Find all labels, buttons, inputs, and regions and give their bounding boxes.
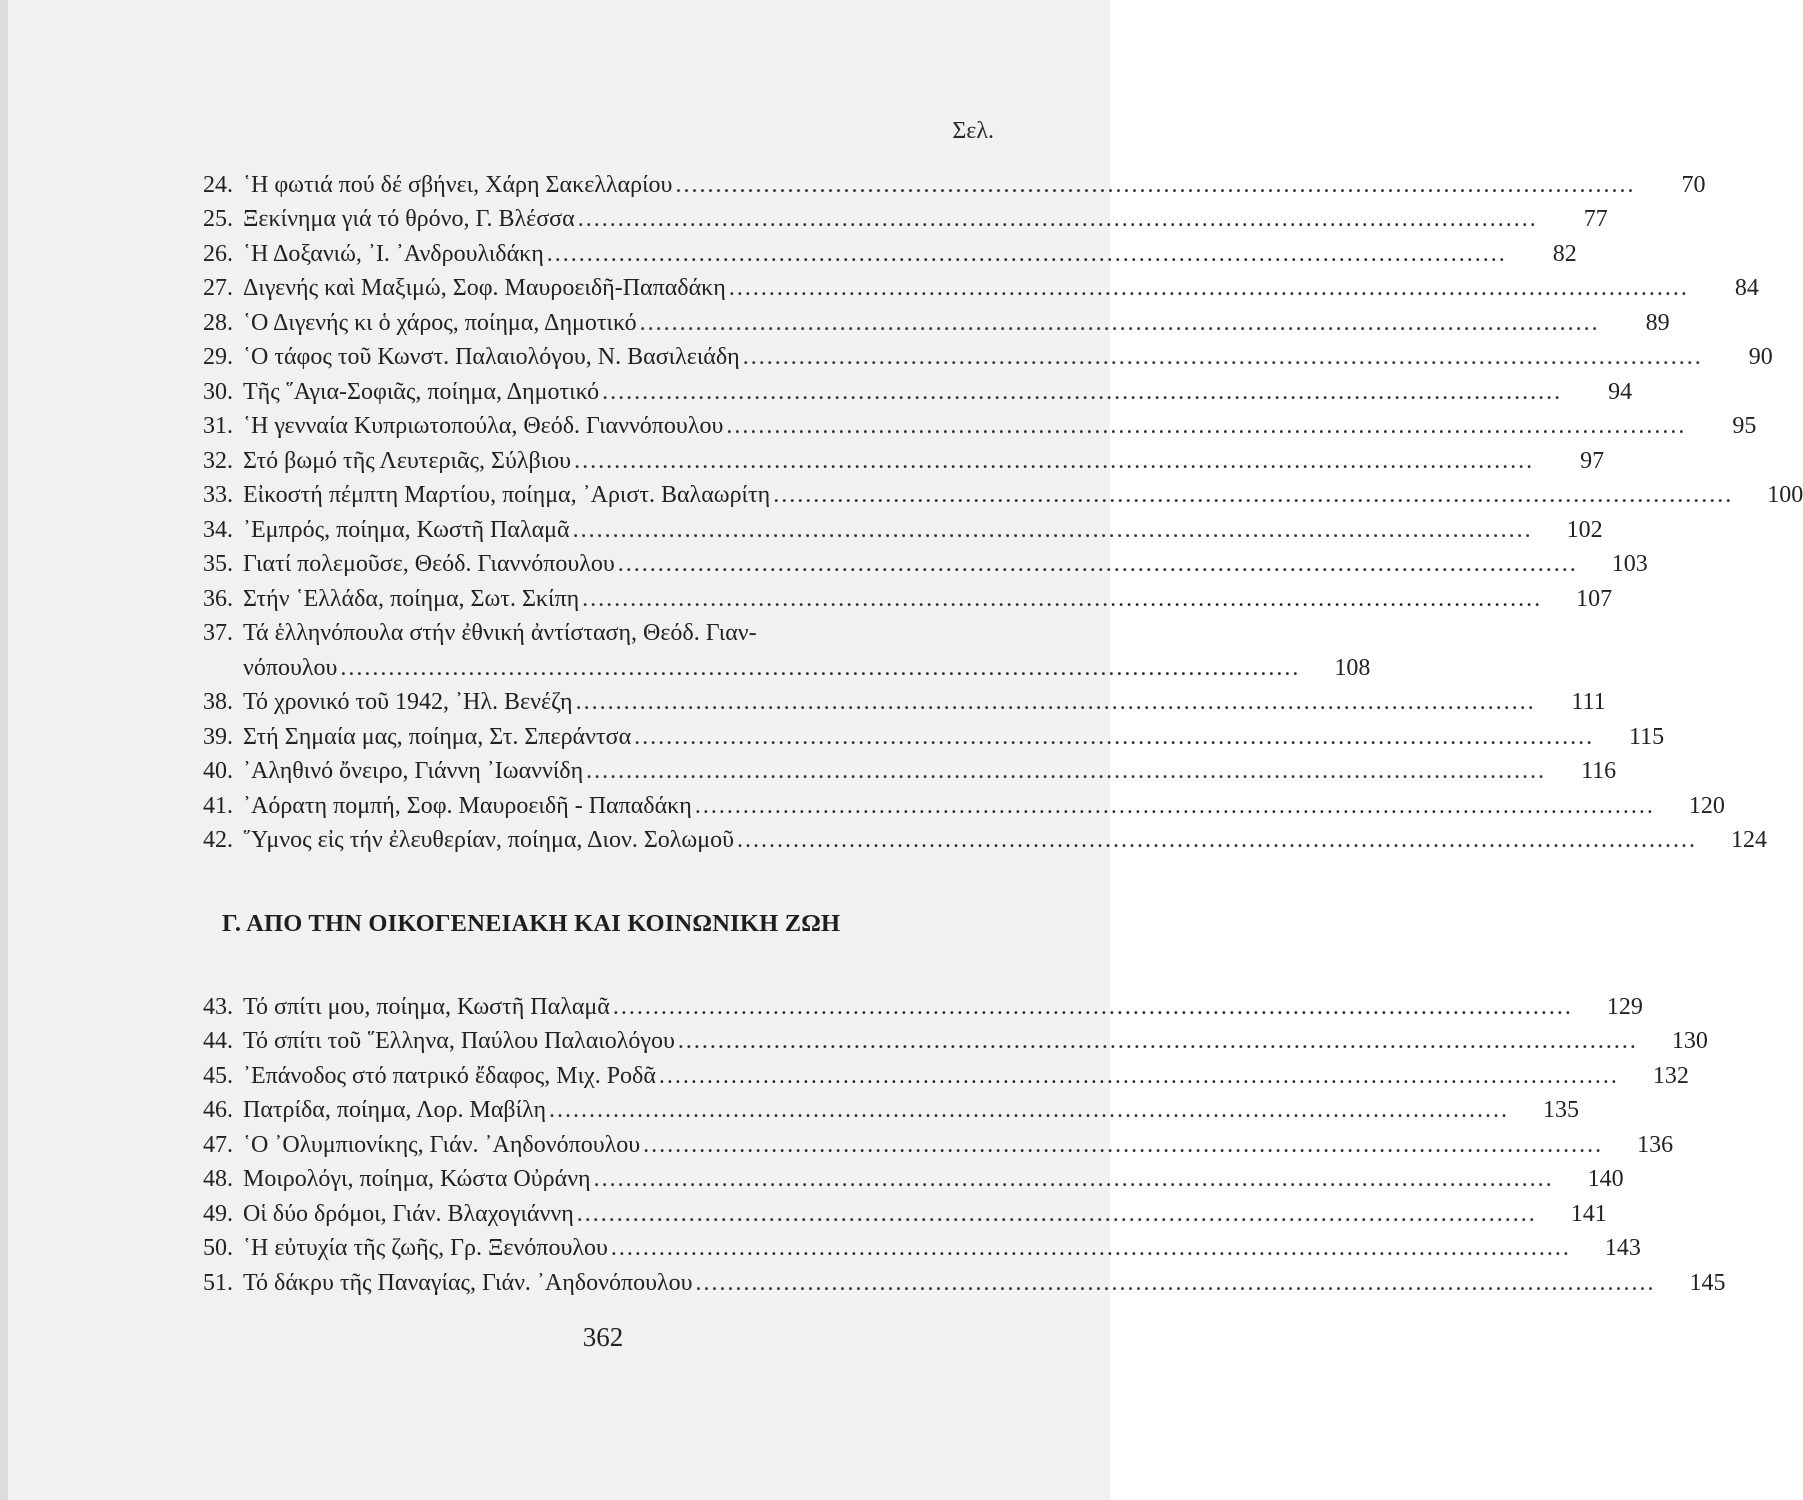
toc-entry <box>203 749 1617 784</box>
toc-entry-text-wrap <box>243 656 1310 680</box>
toc-leader-dots: ........................................................................................................................ <box>576 1200 1537 1227</box>
page-edge-shadow <box>0 0 8 1500</box>
toc-leader-dots: ........................................................................................................................ <box>574 447 1535 474</box>
toc-entry <box>203 507 1603 543</box>
toc-entry-page: 143 <box>1604 1235 1641 1261</box>
toc-entry-page: 82 <box>1552 240 1577 267</box>
toc-entry-title: Γιατί πολεμοῦσε, Θεόδ. Γιαννόπουλου <box>243 551 615 577</box>
toc-entry-page: 100 <box>1767 482 1803 508</box>
toc-entry-number: 49. <box>203 1200 233 1227</box>
toc-entry-number: 38. <box>203 689 233 715</box>
toc-leader-dots: ........................................................................................................................ <box>677 1028 1638 1054</box>
toc-list-second <box>203 984 1726 1296</box>
toc-leader-dots: ........................................................................................................................ <box>643 1131 1604 1158</box>
toc-entry-title: Στήν ῾Ελλάδα, ποίημα, Σωτ. Σκίπη <box>243 585 580 612</box>
toc-entry-page: 136 <box>1637 1131 1674 1158</box>
toc-entry-text-wrap <box>243 1133 1613 1157</box>
toc-leader-dots: ........................................................................................................................ <box>593 1166 1554 1192</box>
toc-entry-title: Στό βωμό τῆς Λευτεριᾶς, Σύλβιου <box>243 447 572 474</box>
toc-entry-page: 102 <box>1566 516 1603 543</box>
toc-leader-dots: ........................................................................................................................ <box>602 378 1563 405</box>
toc-entry-title: ῾Ο ᾿Ολυμπιονίκης, Γιάν. ᾿Αηδονόπουλου <box>243 1131 641 1158</box>
toc-entry-number: 32. <box>203 447 233 474</box>
toc-entry-text-wrap <box>243 1029 1648 1053</box>
toc-entry-page: 120 <box>1688 792 1725 819</box>
toc-entry-text-wrap <box>243 449 1544 473</box>
toc-leader-dots: ........................................................................................................................ <box>549 1097 1510 1123</box>
toc-entry <box>203 1226 1641 1261</box>
toc-entry-title: νόπουλου <box>243 654 338 681</box>
toc-entry-page: 107 <box>1576 585 1613 612</box>
toc-entry-page: 94 <box>1608 378 1633 405</box>
toc-leader-dots: ........................................................................................................................ <box>658 1062 1619 1089</box>
toc-leader-dots: ........................................................................................................................ <box>610 1235 1571 1261</box>
toc-entry-text-wrap <box>243 1167 1564 1191</box>
toc-entry-title: ῾Ο Διγενής κι ὁ χάρος, ποίημα, Δημοτικό <box>243 309 637 336</box>
toc-entry-page: 95 <box>1732 413 1757 439</box>
toc-entry <box>203 1053 1689 1089</box>
toc-entry-title: Εἰκοστή πέμπτη Μαρτίου, ποίημα, ᾿Αριστ. Βαλαωρίτη <box>243 482 771 508</box>
toc-entry <box>203 714 1665 750</box>
toc-entry-text-wrap <box>243 207 1548 231</box>
toc-entry-title: Τό σπίτι μου, ποίημα, Κωστῆ Παλαμᾶ <box>243 993 610 1020</box>
toc-entry-page: 108 <box>1334 654 1371 681</box>
toc-entry-text-wrap <box>243 276 1699 300</box>
toc-entry-number: 39. <box>203 723 233 750</box>
toc-entry-title: ῞Υμνος εἰς τήν ἐλευθερίαν, ποίημα, Διον. Σολωμοῦ <box>243 827 734 853</box>
toc-entry-title: Τά ἑλληνόπουλα στήν ἐθνική ἀντίσταση, Θεόδ. Γιαν- <box>243 620 757 646</box>
toc-entry <box>203 231 1577 267</box>
toc-entry-page: 132 <box>1652 1062 1689 1089</box>
toc-entry-title: Τό δάκρυ τῆς Παναγίας, Γιάν. ᾿Αηδονόπουλου <box>243 1269 693 1296</box>
toc-entry-number: 26. <box>203 240 233 267</box>
toc-entry-number: 41. <box>203 792 233 819</box>
toc-leader-dots: ........................................................................................................................ <box>634 723 1595 750</box>
toc-entry-page: 116 <box>1581 758 1617 784</box>
toc-leader-dots: ........................................................................................................................ <box>572 516 1533 543</box>
toc-leader-dots: ........................................................................................................................ <box>742 344 1703 370</box>
toc-entry <box>203 162 1706 198</box>
toc-entry-title: Τό σπίτι τοῦ ῞Ελληνα, Παύλου Παλαιολόγου <box>243 1028 675 1054</box>
toc-entry-page: 70 <box>1681 171 1706 198</box>
toc-leader-dots: ........................................................................................................................ <box>694 792 1655 819</box>
toc-entry-text-wrap <box>243 1236 1581 1260</box>
toc-entry-title: Μοιρολόγι, ποίημα, Κώστα Οὐράνη <box>243 1166 591 1192</box>
toc-entry-page: 135 <box>1543 1097 1580 1123</box>
toc-entry <box>203 1019 1708 1054</box>
toc-entry-page: 97 <box>1580 447 1605 474</box>
toc-entry-title: Οἱ δύο δρόμοι, Γιάν. Βλαχογιάννη <box>243 1200 574 1227</box>
toc-entry-text-wrap <box>243 587 1552 611</box>
toc-entry-text-wrap <box>243 1202 1547 1226</box>
toc-entry <box>203 1260 1726 1296</box>
toc-leader-dots: ........................................................................................................................ <box>617 551 1578 577</box>
toc-entry-title: ῾Η γενναία Κυπριωτοπούλα, Θεόδ. Γιαννόπουλου <box>243 413 724 439</box>
toc-entry-number: 51. <box>203 1269 233 1296</box>
toc-entry <box>203 984 1643 1020</box>
toc-entry-text-wrap <box>243 995 1583 1019</box>
toc-entry <box>203 645 1371 681</box>
section-heading: Γ. ΑΠΟ ΤΗΝ ΟΙΚΟΓΕΝΕΙΑΚΗ ΚΑΙ ΚΟΙΝΩΝΙΚΗ ΖΩΗ <box>222 910 841 937</box>
toc-entry-title: ῾Η φωτιά πού δέ σβήνει, Χάρη Σακελλαρίου <box>243 171 673 198</box>
page-column-header: Σελ. <box>952 118 994 144</box>
toc-entry-title: Τό χρονικό τοῦ 1942, ᾿Ηλ. Βενέζη <box>243 689 573 715</box>
toc-entry-text-wrap <box>243 1064 1629 1088</box>
toc-entry-number: 42. <box>203 827 233 853</box>
toc-entry-number: 45. <box>203 1062 233 1089</box>
toc-entry <box>203 1088 1580 1123</box>
toc-entry-number: 37. <box>203 620 233 646</box>
toc-entry-page: 130 <box>1671 1028 1708 1054</box>
toc-entry-title: Πατρίδα, ποίημα, Λορ. Μαβίλη <box>243 1097 547 1123</box>
toc-entry-text-wrap <box>243 794 1665 818</box>
toc-entry-page: 84 <box>1734 275 1759 301</box>
toc-entry-number: 29. <box>203 344 233 370</box>
toc-entry-number: 31. <box>203 413 233 439</box>
toc-leader-dots: ........................................................................................................................ <box>728 275 1689 301</box>
toc-entry-number: 36. <box>203 585 233 612</box>
toc-entry <box>203 1191 1607 1227</box>
toc-entry-page: 145 <box>1689 1269 1726 1296</box>
toc-entry-number: 43. <box>203 993 233 1020</box>
toc-entry-text-wrap <box>243 173 1645 197</box>
toc-leader-dots: ........................................................................................................................ <box>675 171 1636 198</box>
toc-leader-dots: ........................................................................................................................ <box>577 206 1538 232</box>
toc-entry-text-wrap <box>243 690 1546 714</box>
toc-entry-text-wrap <box>243 552 1588 576</box>
toc-entry-number: 50. <box>203 1235 233 1261</box>
toc-entry-text-wrap <box>243 311 1610 335</box>
toc-entry-number: 44. <box>203 1028 233 1054</box>
toc-leader-dots: ........................................................................................................................ <box>726 413 1687 439</box>
toc-entry-number: 24. <box>203 171 233 198</box>
toc-entry-text-wrap <box>243 414 1696 438</box>
toc-entry-page: 89 <box>1645 309 1670 336</box>
toc-entry-page: 111 <box>1571 689 1606 715</box>
toc-entry-text-wrap <box>243 725 1604 749</box>
toc-leader-dots: ........................................................................................................................ <box>575 689 1536 715</box>
toc-entry-number: 34. <box>203 516 233 543</box>
toc-entry-title: Διγενής καὶ Μαξιμώ, Σοφ. Μαυροειδῆ-Παπαδάκη <box>243 275 726 301</box>
toc-leader-dots: ........................................................................................................................ <box>586 758 1547 784</box>
toc-leader-dots: ........................................................................................................................ <box>546 240 1507 267</box>
toc-entry <box>203 1122 1674 1158</box>
toc-entry <box>203 818 1767 853</box>
toc-entry-title: ῾Η Δοξανιώ, ᾿Ι. ᾿Ανδρουλιδάκη <box>243 240 544 267</box>
toc-entry-text-wrap <box>243 759 1556 783</box>
toc-entry-title: ᾿Αληθινό ὄνειρο, Γιάννη ᾿Ιωαννίδη <box>243 758 584 784</box>
toc-entry-title: ᾿Εμπρός, ποίημα, Κωστῆ Παλαμᾶ <box>243 516 570 543</box>
toc-entry-text-wrap <box>243 242 1517 266</box>
toc-entry <box>203 369 1633 405</box>
toc-entry-title: ᾿Αόρατη πομπή, Σοφ. Μαυροειδῆ - Παπαδάκη <box>243 792 692 819</box>
toc-entry-page: 124 <box>1730 827 1767 853</box>
toc-entry-page: 129 <box>1606 993 1643 1020</box>
toc-entry <box>203 1157 1624 1192</box>
toc-entry <box>203 473 1803 508</box>
toc-list-first <box>203 162 1803 853</box>
toc-entry-number: 48. <box>203 1166 233 1192</box>
toc-entry <box>203 266 1759 301</box>
toc-entry-page: 77 <box>1583 206 1608 232</box>
toc-leader-dots: ........................................................................................................................ <box>612 993 1573 1020</box>
toc-entry-text-wrap <box>243 621 930 645</box>
toc-entry-text-wrap <box>243 380 1572 404</box>
toc-entry-page: 140 <box>1587 1166 1624 1192</box>
toc-leader-dots: ........................................................................................................................ <box>773 482 1734 508</box>
toc-entry-text-wrap <box>243 828 1707 852</box>
toc-leader-dots: ........................................................................................................................ <box>582 585 1543 612</box>
toc-leader-dots: ........................................................................................................................ <box>736 827 1697 853</box>
toc-entry <box>203 197 1608 232</box>
toc-entry-text-wrap <box>243 483 1743 507</box>
toc-leader-dots: ........................................................................................................................ <box>695 1269 1656 1296</box>
toc-entry <box>203 300 1670 336</box>
toc-entry-number: 27. <box>203 275 233 301</box>
toc-entry <box>203 335 1773 370</box>
toc-entry-text-wrap <box>243 518 1543 542</box>
toc-entry-page: 141 <box>1570 1200 1607 1227</box>
toc-entry-title: Τῆς ῞Αγια-Σοφιᾶς, ποίημα, Δημοτικό <box>243 378 600 405</box>
toc-leader-dots: ........................................................................................................................ <box>639 309 1600 336</box>
toc-entry-page: 115 <box>1629 723 1665 750</box>
toc-entry-number: 47. <box>203 1131 233 1158</box>
toc-entry <box>203 576 1613 612</box>
toc-entry-title: Στή Σημαία μας, ποίημα, Στ. Σπεράντσα <box>243 723 632 750</box>
toc-entry-title: ᾿Επάνοδος στό πατρικό ἔδαφος, Μιχ. Ροδᾶ <box>243 1062 656 1089</box>
toc-entry-text-wrap <box>243 345 1713 369</box>
toc-entry-number: 33. <box>203 482 233 508</box>
toc-entry <box>203 680 1606 715</box>
toc-entry-number: 46. <box>203 1097 233 1123</box>
toc-entry-text-wrap <box>243 1098 1519 1122</box>
toc-entry-number: 30. <box>203 378 233 405</box>
toc-entry <box>203 438 1605 474</box>
toc-entry-page: 103 <box>1611 551 1648 577</box>
toc-entry <box>203 783 1725 819</box>
toc-entry-title: ῾Ο τάφος τοῦ Κωνστ. Παλαιολόγου, Ν. Βασιλειάδη <box>243 344 740 370</box>
toc-entry-number: 25. <box>203 206 233 232</box>
toc-entry-number: 28. <box>203 309 233 336</box>
page-number: 362 <box>582 1322 624 1352</box>
toc-entry <box>203 611 990 646</box>
toc-entry-text-wrap <box>243 1271 1665 1295</box>
toc-entry-number: 40. <box>203 758 233 784</box>
toc-entry-page: 90 <box>1748 344 1773 370</box>
toc-entry-number: 35. <box>203 551 233 577</box>
toc-leader-dots: ........................................................................................................................ <box>340 654 1301 681</box>
toc-entry <box>203 404 1757 439</box>
toc-entry-title: ῾Η εὐτυχία τῆς ζωῆς, Γρ. Ξενόπουλου <box>243 1235 608 1261</box>
toc-entry <box>203 542 1648 577</box>
toc-entry-title: Ξεκίνημα γιά τό θρόνο, Γ. Βλέσσα <box>243 206 575 232</box>
